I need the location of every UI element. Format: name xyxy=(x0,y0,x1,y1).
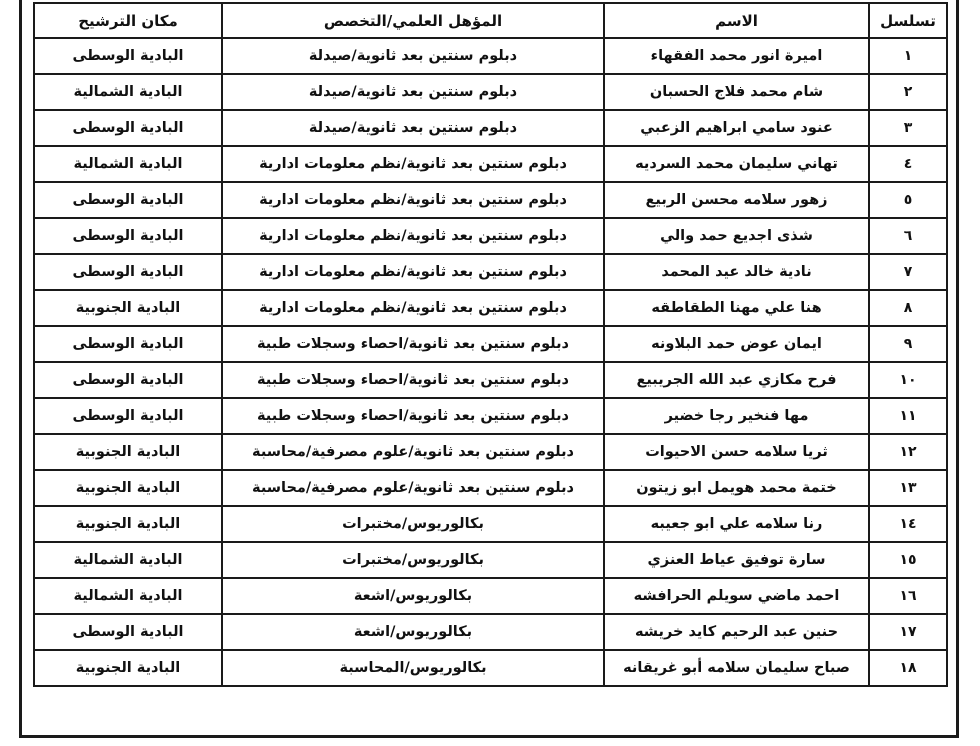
table-row xyxy=(34,362,947,398)
cell-name: صباح سليمان سلامه أبو غريقانه xyxy=(604,650,869,686)
cell-name: سارة توفيق عياط العنزي xyxy=(604,542,869,578)
cell-qualification: دبلوم سنتين بعد ثانوية/نظم معلومات ادارية xyxy=(222,146,604,182)
cell-name: حنين عبد الرحيم كايد خريشه xyxy=(604,614,869,650)
table-row xyxy=(34,398,947,434)
table-row xyxy=(34,650,947,686)
cell-place: البادية الوسطى xyxy=(34,362,222,398)
table-row xyxy=(34,506,947,542)
cell-name: ختمة محمد هويمل ابو زيتون xyxy=(604,470,869,506)
cell-place: البادية الوسطى xyxy=(34,182,222,218)
cell-seq: ١ xyxy=(869,38,947,74)
cell-seq: ٥ xyxy=(869,182,947,218)
table-row xyxy=(34,182,947,218)
cell-name: شام محمد فلاج الحسبان xyxy=(604,74,869,110)
cell-seq: ٤ xyxy=(869,146,947,182)
cell-place: البادية الوسطى xyxy=(34,326,222,362)
cell-place: البادية الشمالية xyxy=(34,74,222,110)
cell-qualification: دبلوم سنتين بعد ثانوية/علوم مصرفية/محاسبة xyxy=(222,434,604,470)
cell-seq: ١٥ xyxy=(869,542,947,578)
cell-qualification: دبلوم سنتين بعد ثانوية/نظم معلومات ادارية xyxy=(222,290,604,326)
cell-qualification: دبلوم سنتين بعد ثانوية/علوم مصرفية/محاسبة xyxy=(222,470,604,506)
cell-qualification: دبلوم سنتين بعد ثانوية/صيدلة xyxy=(222,74,604,110)
table-row xyxy=(34,110,947,146)
table-row xyxy=(34,218,947,254)
table-row xyxy=(34,74,947,110)
table-row xyxy=(34,326,947,362)
cell-name: عنود سامي ابراهيم الزعبي xyxy=(604,110,869,146)
cell-name: اميرة انور محمد الفقهاء xyxy=(604,38,869,74)
cell-seq: ١٨ xyxy=(869,650,947,686)
cell-name: نادية خالد عيد المحمد xyxy=(604,254,869,290)
cell-place: البادية الشمالية xyxy=(34,542,222,578)
cell-name: تهاني سليمان محمد السرديه xyxy=(604,146,869,182)
table-header-row xyxy=(34,3,947,38)
table-row xyxy=(34,470,947,506)
cell-qualification: دبلوم سنتين بعد ثانوية/احصاء وسجلات طبية xyxy=(222,362,604,398)
table-row xyxy=(34,578,947,614)
cell-place: البادية الوسطى xyxy=(34,110,222,146)
cell-seq: ٢ xyxy=(869,74,947,110)
cell-name: مها فنخير رجا خضير xyxy=(604,398,869,434)
header-place: مكان الترشيح xyxy=(34,3,222,38)
cell-place: البادية الوسطى xyxy=(34,398,222,434)
cell-seq: ٧ xyxy=(869,254,947,290)
cell-place: البادية الوسطى xyxy=(34,38,222,74)
cell-qualification: دبلوم سنتين بعد ثانوية/نظم معلومات ادارية xyxy=(222,254,604,290)
cell-seq: ١٢ xyxy=(869,434,947,470)
cell-name: فرح مكازي عبد الله الجريبيع xyxy=(604,362,869,398)
cell-place: البادية الوسطى xyxy=(34,254,222,290)
cell-seq: ١٤ xyxy=(869,506,947,542)
cell-place: البادية الشمالية xyxy=(34,146,222,182)
cell-name: رنا سلامه علي ابو جعيبه xyxy=(604,506,869,542)
cell-seq: ٣ xyxy=(869,110,947,146)
table-row xyxy=(34,614,947,650)
cell-place: البادية الشمالية xyxy=(34,578,222,614)
cell-name: ثريا سلامه حسن الاحيوات xyxy=(604,434,869,470)
table-row xyxy=(34,38,947,74)
cell-qualification: بكالوريوس/مختبرات xyxy=(222,506,604,542)
candidates-table xyxy=(33,2,948,687)
cell-qualification: دبلوم سنتين بعد ثانوية/احصاء وسجلات طبية xyxy=(222,326,604,362)
cell-place: البادية الجنوبية xyxy=(34,470,222,506)
table-row xyxy=(34,434,947,470)
cell-seq: ٦ xyxy=(869,218,947,254)
cell-seq: ١٧ xyxy=(869,614,947,650)
cell-name: هنا علي مهنا الطقاطقه xyxy=(604,290,869,326)
cell-place: البادية الجنوبية xyxy=(34,650,222,686)
cell-place: البادية الجنوبية xyxy=(34,506,222,542)
table-row xyxy=(34,542,947,578)
cell-qualification: دبلوم سنتين بعد ثانوية/احصاء وسجلات طبية xyxy=(222,398,604,434)
cell-place: البادية الجنوبية xyxy=(34,290,222,326)
cell-seq: ٨ xyxy=(869,290,947,326)
cell-name: احمد ماضي سويلم الحرافشه xyxy=(604,578,869,614)
cell-qualification: بكالوريوس/مختبرات xyxy=(222,542,604,578)
cell-name: ايمان عوض حمد البلاونه xyxy=(604,326,869,362)
cell-seq: ١٠ xyxy=(869,362,947,398)
cell-qualification: بكالوريوس/اشعة xyxy=(222,578,604,614)
cell-place: البادية الوسطى xyxy=(34,614,222,650)
cell-qualification: دبلوم سنتين بعد ثانوية/نظم معلومات ادارية xyxy=(222,182,604,218)
cell-seq: ١٣ xyxy=(869,470,947,506)
cell-place: البادية الوسطى xyxy=(34,218,222,254)
cell-name: شذى اجديع حمد والي xyxy=(604,218,869,254)
cell-name: زهور سلامه محسن الربيع xyxy=(604,182,869,218)
table-body xyxy=(34,38,947,686)
cell-qualification: بكالوريوس/اشعة xyxy=(222,614,604,650)
table-row xyxy=(34,254,947,290)
header-seq: تسلسل xyxy=(869,3,947,38)
cell-qualification: دبلوم سنتين بعد ثانوية/صيدلة xyxy=(222,38,604,74)
cell-seq: ١١ xyxy=(869,398,947,434)
cell-seq: ١٦ xyxy=(869,578,947,614)
cell-qualification: دبلوم سنتين بعد ثانوية/نظم معلومات ادارية xyxy=(222,218,604,254)
table-row xyxy=(34,290,947,326)
cell-seq: ٩ xyxy=(869,326,947,362)
header-qualification: المؤهل العلمي/التخصص xyxy=(222,3,604,38)
cell-place: البادية الجنوبية xyxy=(34,434,222,470)
header-name: الاسم xyxy=(604,3,869,38)
cell-qualification: دبلوم سنتين بعد ثانوية/صيدلة xyxy=(222,110,604,146)
cell-qualification: بكالوريوس/المحاسبة xyxy=(222,650,604,686)
table-row xyxy=(34,146,947,182)
